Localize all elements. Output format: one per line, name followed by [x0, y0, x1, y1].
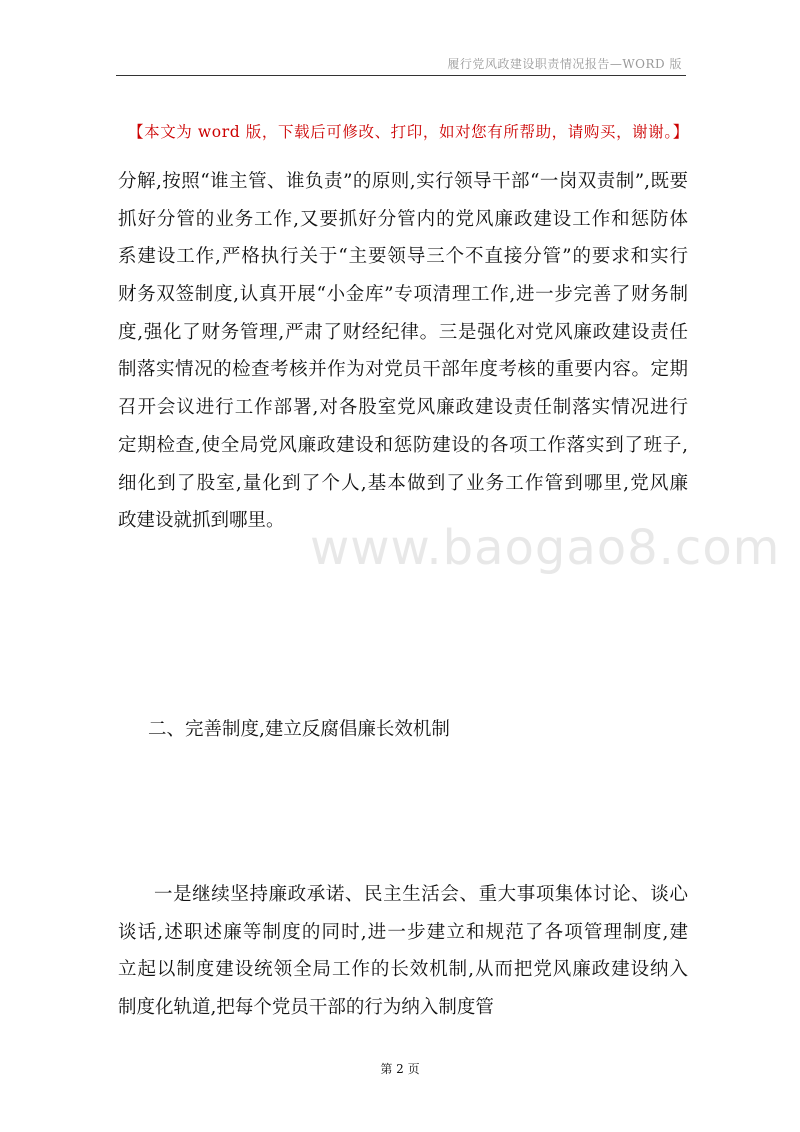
text-line: 抓好分管的业务工作,又要抓好分管内的党风廉政建设工作和惩防体	[118, 208, 688, 230]
body-paragraph-2	[118, 876, 688, 1027]
text-line: 分解,按照“谁主管、谁负责”的原则,实行领导干部“一岗双责制”,既要	[118, 171, 688, 192]
text-line: 召开会议进行工作部署,对各股室党风廉政建设责任制落实情况进行	[118, 397, 688, 419]
text-line: 细化到了股室,量化到了个人,基本做到了业务工作管到哪里,党风廉	[118, 472, 688, 494]
download-notice: 【本文为 word 版，下载后可修改、打印，如对您有所帮助，请购买，谢谢。】	[128, 123, 689, 141]
watermark: www.baogao8.com	[310, 520, 781, 576]
page-number: 第 2 页	[380, 1062, 420, 1076]
header-title: 履行党风政建设职责情况报告—WORD 版	[447, 57, 682, 71]
text-line: 一是继续坚持廉政承诺、民主生活会、重大事项集体讨论、谈心	[154, 884, 688, 905]
text-line: 度,强化了财务管理,严肃了财经纪律。三是强化对党风廉政建设责任	[118, 321, 688, 343]
page-header	[116, 53, 686, 76]
text-line: 系建设工作,严格执行关于“主要领导三个不直接分管”的要求和实行	[118, 246, 688, 268]
text-line: 谈话,述职述廉等制度的同时,进一步建立和规范了各项管理制度,建	[118, 921, 688, 943]
text-line: 财务双签制度,认真开展“小金库”专项清理工作,进一步完善了财务制	[118, 284, 688, 306]
text-line: 制度化轨道,把每个党员干部的行为纳入制度管	[118, 997, 494, 1019]
section-heading: 二、完善制度,建立反腐倡廉长效机制	[148, 719, 450, 740]
text-line: 制落实情况的检查考核并作为对党员干部年度考核的重要内容。定期	[118, 359, 688, 381]
text-line: 政建设就抓到哪里。	[118, 510, 285, 532]
text-line: 定期检查,使全局党风廉政建设和惩防建设的各项工作落实到了班子,	[118, 434, 688, 456]
body-paragraph-1	[118, 163, 688, 540]
text-line: 立起以制度建设统领全局工作的长效机制,从而把党风廉政建设纳入	[118, 959, 688, 981]
